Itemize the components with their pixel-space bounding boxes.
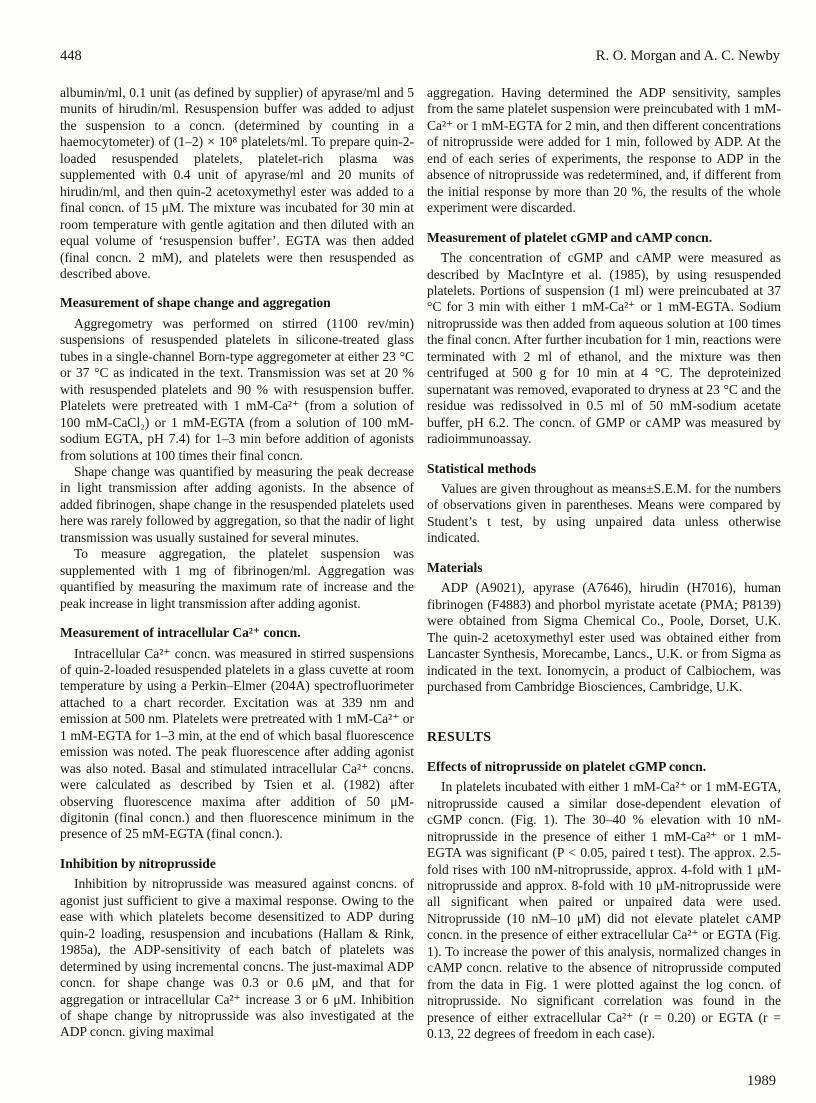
body-paragraph: ADP (A9021), apyrase (A7646), hirudin (H7016), human fibrinogen (F4883) and phorbol myristate acetate (PMA; P8139) were obtained from Sigma Chemical Co., Poole, Dorset, U.K. The quin-2 acetoxymethyl ester used was obtained either from Lancaster Synthesis, Morecambe, Lancs., U.K. or from Sigma as indicated in the text. Ionomycin, a product of Calbiochem, was purchased from Cambridge Biosciences, Cambridge, U.K. <box>427 580 781 694</box>
body-paragraph: aggregation. Having determined the ADP sensitivity, samples from the same platelet suspension were preincubated with 1 mM-Ca²⁺ or 1 mM-EGTA for 2 min, and then different concentrations of nitroprusside were added for 1 min, followed by ADP. At the end of each series of experiments, the response to ADP in the absence of nitroprusside was redetermined, and, if different from the initial response by more than 20 %, the results of the whole experiment were discarded. <box>427 85 781 216</box>
body-paragraph: Aggregometry was performed on stirred (1100 rev/min) suspensions of resuspended platelets in silicone-treated glass tubes in a single-channel Born-type aggregometer at either 23 °C or 37 °C as indicated in the text. Transmission was set at 20 % with resuspended platelets and 90 % with resuspension buffer. Platelets were pretreated with 1 mM-Ca²⁺ (from a solution of 100 mM-CaCl₂) or 1 mM-EGTA (from a solution of 100 mM-sodium EGTA, pH 7.4) for 1–3 min before addition of agonists from solutions at 100 times their final concn. <box>60 315 414 463</box>
body-paragraph: Values are given throughout as means±S.E.M. for the numbers of observations given in parentheses. Means were compared by Student’s t test, by using unpaired data unless otherwise indicated. <box>427 480 781 546</box>
section-heading: Statistical methods <box>427 460 537 476</box>
body-paragraph: The concentration of cGMP and cAMP were measured as described by MacIntyre et al. (1985), by using resuspended platelets. Portions of suspension (1 ml) were preincubated at 37 °C for 3 min with either 1 mM-Ca²⁺ or 1 mM-EGTA. Sodium nitroprusside was then added from aqueous solution at 100 times the final concn. After further incubation for 1 min, reactions were terminated with 2 ml of ethanol, and the mixture was then centrifuged at 500 g for 10 min at 4 °C. The deproteinized supernatant was removed, evaporated to dryness at 23 °C and the residue was redissolved in 0.5 ml of 50 mM-sodium acetate buffer, pH 6.2. The concn. of GMP or cAMP was measured by radioimmunoassay. <box>427 250 781 447</box>
left-column <box>60 85 414 1043</box>
two-column-body <box>60 85 780 1043</box>
section-heading: Measurement of platelet cGMP and cAMP concn. <box>427 229 713 245</box>
footer-year: 1989 <box>747 1073 776 1089</box>
body-paragraph: Intracellular Ca²⁺ concn. was measured in stirred suspensions of quin-2-loaded resuspended platelets in a glass cuvette at room temperature by using a Perkin–Elmer (204A) spectrofluorimeter attached to a chart recorder. Excitation was at 339 nm and emission at 500 nm. Platelets were pretreated with 1 mM-Ca²⁺ or 1 mM-EGTA for 1–3 min, at the end of which basal fluorescence emission was noted. The peak fluorescence after adding agonist was also noted. Basal and stimulated intracellular Ca²⁺ concns. were calculated as described by Tsien et al. (1982) after observing fluorescence maxima after addition of 50 μM-digitonin (final concn.) and then fluorescence minimum in the presence of 25 mM-EGTA (final concn.). <box>60 645 414 842</box>
section-heading: Materials <box>427 559 483 575</box>
section-heading: Measurement of intracellular Ca²⁺ concn. <box>60 625 301 641</box>
running-head <box>60 48 780 65</box>
section-heading: Measurement of shape change and aggregation <box>60 295 331 311</box>
section-heading: Effects of nitroprusside on platelet cGMP concn. <box>427 758 707 774</box>
running-title-authors: R. O. Morgan and A. C. Newby <box>595 48 780 64</box>
body-paragraph: To measure aggregation, the platelet suspension was supplemented with 1 mg of fibrinogen/ml. Aggregation was quantified by measuring the maximum rate of increase and the peak increase in light transmission after adding agonist. <box>60 546 414 611</box>
right-column <box>427 85 781 1043</box>
page-number: 448 <box>60 48 82 64</box>
body-paragraph: In platelets incubated with either 1 mM-Ca²⁺ or 1 mM-EGTA, nitroprusside caused a similar dose-dependent elevation of cGMP concn. (Fig. 1). The 30–40 % elevation with 10 nM-nitroprusside in the presence of either 1 mM-Ca²⁺ or 1 mM-EGTA was significant (P < 0.05, paired t test). The approx. 2.5-fold rises with 100 nM-nitroprusside, approx. 4-fold with 1 μM-nitroprusside and approx. 8-fold with 10 μM-nitroprusside were all significant when paired or unpaired data were used. Nitroprusside (10 nM–10 μM) did not elevate platelet cAMP concn. in the presence of either extracellular Ca²⁺ or EGTA (Fig. 1). To increase the power of this analysis, normalized changes in cAMP concn. relative to the absence of nitroprusside computed from the data in Fig. 1 were plotted against the log concn. of nitroprusside. No significant correlation was found in the presence of either extracellular Ca²⁺ (r = 0.20) or EGTA (r = 0.13, 22 degrees of freedom in each case). <box>427 779 781 1042</box>
body-paragraph: Inhibition by nitroprusside was measured against concns. of agonist just sufficient to give a maximal response. Owing to the ease with which platelets become desensitized to ADP during quin-2 loading, resuspension and incubations (Hallam & Rink, 1985a), the ADP-sensitivity of each batch of platelets was determined by using incremental concns. The just-maximal ADP concn. for shape change was 0.3 or 0.6 μM, and that for aggregation or intracellular Ca²⁺ increase 3 or 6 μM. Inhibition of shape change by nitroprusside was also investigated at the ADP concn. giving maximal <box>60 876 414 1040</box>
results-heading: RESULTS <box>427 729 492 745</box>
body-paragraph: albumin/ml, 0.1 unit (as defined by supplier) of apyrase/ml and 5 munits of hirudin/ml. Resuspension buffer was added to adjust the suspension to a concn. (determined by counting in a haemocytometer) of (1–2) × 10⁸ platelets/ml. To prepare quin-2-loaded resuspended platelets, platelet-rich plasma was supplemented with 0.4 unit of apyrase/ml and 20 munits of hirudin/ml, and then quin-2 acetoxymethyl ester was added to a final concn. of 15 μM. The mixture was incubated for 30 min at room temperature with gentle agitation and then diluted with an equal volume of ‘resuspension buffer’. EGTA was then added (final concn. 2 mM), and platelets were then resuspended as described above. <box>60 85 414 281</box>
section-heading: Inhibition by nitroprusside <box>60 855 216 871</box>
body-paragraph: Shape change was quantified by measuring the peak decrease in light transmission after adding agonists. In the absence of added fibrinogen, shape change in the resuspended platelets used here was rarely followed by aggregation, so that the nadir of light transmission was usually sustained for several minutes. <box>60 463 414 545</box>
